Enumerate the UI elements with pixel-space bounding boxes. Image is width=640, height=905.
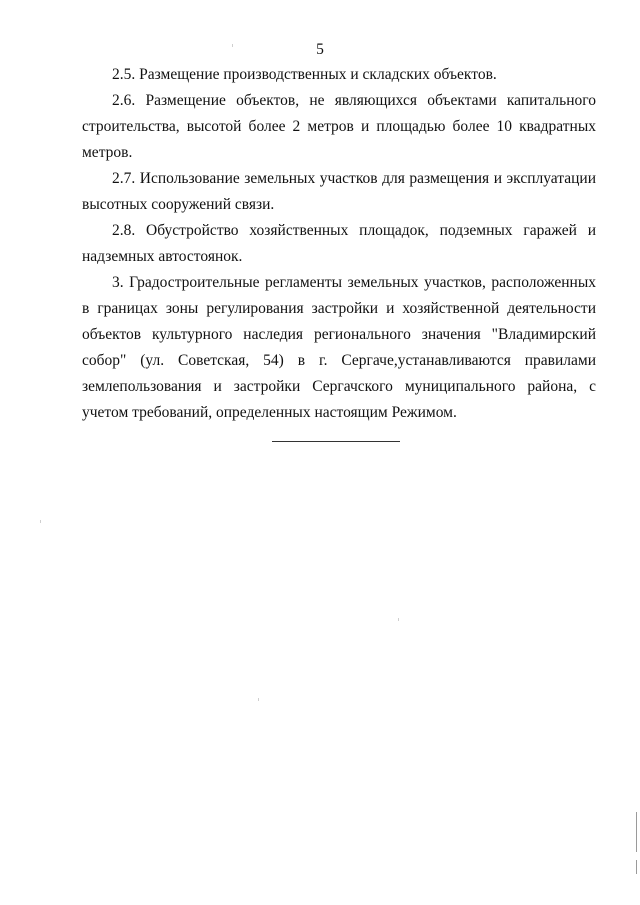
scan-edge-mark (636, 860, 637, 874)
paragraph-2-5: 2.5. Размещение производственных и складских объектов. (112, 66, 497, 83)
paragraph-2-8: 2.8. Обустройство хозяйственных площадок, подземных гаражей и надземных автостоянок. (82, 222, 596, 265)
paragraph-3: 3. Градостроительные регламенты земельных участков, расположенных в границах зоны регулирования застройки и хозяйственной деятельности объектов культурного наследия регионального значения "Владимирский собор" (ул. Советская, 54) в г. Сергаче,устанавливаются правилами землепользования и застройки Сергачского муниципального района, с учетом требований, определенных настоящим Режимом. (82, 274, 596, 421)
document-body (82, 62, 596, 426)
paragraph-2-6: 2.6. Размещение объектов, не являющихся объектами капитального строительства, высотой более 2 метров и площадью более 10 квадратных метров. (82, 92, 596, 161)
scan-speck (398, 618, 399, 621)
scan-edge-mark (636, 812, 637, 852)
scan-speck (258, 698, 259, 701)
paragraph-2-7: 2.7. Использование земельных участков для размещения и эксплуатации высотных сооружений связи. (82, 170, 596, 213)
page-number: 5 (316, 41, 324, 58)
scan-speck (232, 44, 233, 47)
end-divider-line (272, 441, 400, 442)
scan-speck (40, 520, 41, 523)
